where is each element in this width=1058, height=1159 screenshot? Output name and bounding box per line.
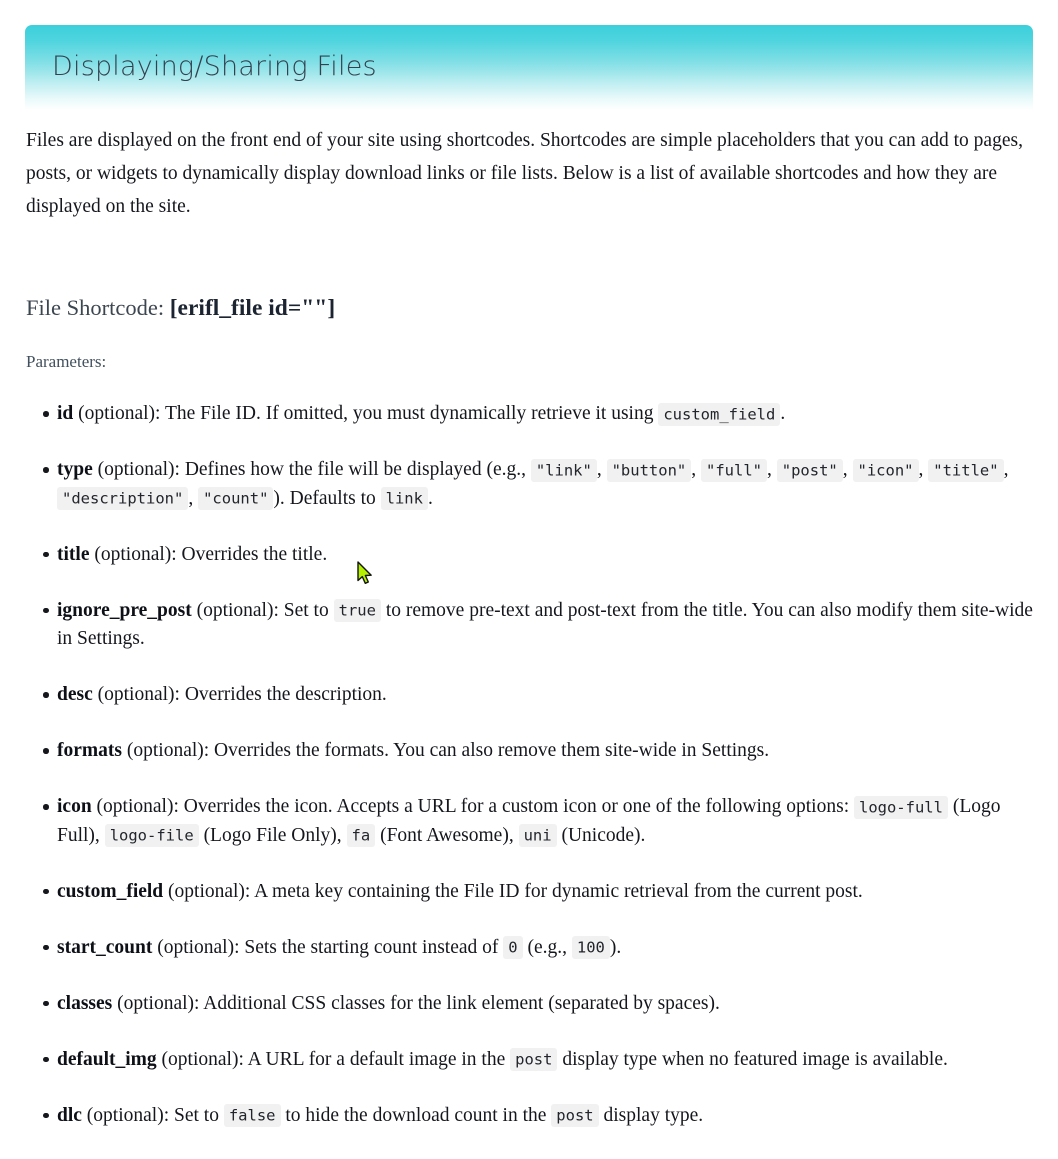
- file-shortcode-heading: [26, 295, 335, 322]
- parameter-text: ,: [767, 459, 777, 480]
- inline-code: false: [224, 1104, 281, 1127]
- parameter-text: (optional): A URL for a default image in the: [156, 1048, 511, 1070]
- parameter-item: [26, 541, 1036, 570]
- parameter-item: [26, 456, 1036, 513]
- parameter-name: title: [57, 543, 90, 565]
- parameter-text: (optional): Sets the starting count instead of: [152, 936, 504, 958]
- inline-code: 100: [572, 936, 610, 959]
- parameter-name: dlc: [57, 1104, 82, 1126]
- parameter-item: [26, 597, 1036, 654]
- parameter-item: [26, 793, 1036, 850]
- parameter-name: ignore_pre_post: [57, 599, 192, 621]
- parameter-text: display type.: [598, 1104, 704, 1126]
- parameter-name: id: [57, 403, 74, 424]
- parameter-item: [26, 400, 1036, 429]
- inline-code: custom_field: [658, 403, 780, 426]
- inline-code: true: [334, 599, 381, 622]
- inline-code: "full": [701, 459, 767, 482]
- parameter-text: to hide the download count in the: [280, 1104, 552, 1126]
- parameter-text: (Font Awesome),: [375, 824, 519, 846]
- parameter-text: ,: [691, 459, 701, 480]
- parameter-text: ,: [188, 487, 199, 509]
- parameter-text: (optional): Set to: [81, 1104, 224, 1126]
- parameter-text: ,: [596, 459, 607, 480]
- parameter-text: display type when no featured image is available.: [557, 1048, 948, 1070]
- inline-code: "link": [531, 459, 597, 482]
- inline-code: logo-file: [105, 824, 199, 847]
- inline-code: fa: [347, 824, 376, 847]
- parameter-text: (Unicode).: [556, 824, 646, 846]
- parameter-item: [26, 934, 1036, 963]
- parameter-name: custom_field: [57, 880, 164, 902]
- parameter-text: (optional): The File ID. If omitted, you must dynamically retrieve it using: [73, 403, 659, 424]
- parameter-item: [26, 990, 1036, 1019]
- parameters-label: Parameters:: [26, 352, 107, 371]
- parameter-text: ,: [918, 459, 929, 480]
- inline-code: "description": [57, 487, 188, 510]
- parameter-text: ,: [842, 459, 853, 480]
- parameter-item: [26, 878, 1036, 907]
- parameter-item: [26, 681, 1036, 710]
- heading-prefix-label: File Shortcode:: [26, 295, 170, 320]
- intro-paragraph: Files are displayed on the front end of your site using shortcodes. Shortcodes are simple placeholders that you can add to pages, posts, or widgets to dynamically display download links or file lists. Below is a list of available shortcodes and how they are displayed on the site.: [26, 130, 1023, 217]
- parameter-text: ).: [609, 936, 622, 958]
- parameter-name: default_img: [57, 1048, 157, 1070]
- parameter-text: (Logo Full),: [57, 796, 1001, 846]
- parameter-name: classes: [57, 992, 113, 1014]
- inline-code: "title": [928, 459, 1003, 482]
- parameter-text: (optional): Overrides the description.: [92, 684, 387, 705]
- inline-code: "count": [198, 487, 273, 510]
- parameter-text: (optional): Overrides the formats. You can also remove them site-wide in Settings.: [121, 740, 770, 761]
- inline-code: post: [510, 1048, 557, 1071]
- parameter-name: desc: [57, 684, 93, 705]
- inline-code: uni: [519, 824, 557, 847]
- shortcode-literal: [erifl_file id=""]: [169, 295, 336, 321]
- content-area: [26, 124, 1036, 223]
- parameter-item: [26, 1102, 1036, 1131]
- parameter-text: (optional): Defines how the file will be displayed (e.g.,: [92, 459, 531, 480]
- parameter-item: [26, 737, 1036, 766]
- page-header-banner: [25, 25, 1033, 110]
- parameter-name: icon: [57, 796, 92, 817]
- parameter-name: type: [57, 459, 93, 480]
- parameter-text: to remove pre-text and post-text from the title. You can also modify them site-wide in Settings.: [57, 599, 1033, 649]
- parameter-item: [26, 1046, 1036, 1075]
- parameter-text: (e.g.,: [522, 936, 572, 958]
- parameter-text: (optional): A meta key containing the File ID for dynamic retrieval from the current post.: [163, 880, 863, 902]
- parameter-text: (optional): Set to: [191, 599, 334, 621]
- inline-code: "button": [607, 459, 692, 482]
- parameter-text: (Logo File Only),: [198, 824, 347, 846]
- parameter-name: formats: [57, 740, 122, 761]
- parameter-text: (optional): Overrides the title.: [89, 543, 328, 565]
- inline-code: post: [551, 1104, 598, 1127]
- parameter-text: ). Defaults to: [273, 487, 381, 509]
- parameter-text: (optional): Overrides the icon. Accepts a URL for a custom icon or one of the following options:: [91, 796, 854, 817]
- parameter-text: (optional): Additional CSS classes for the link element (separated by spaces).: [112, 992, 720, 1014]
- parameter-name: start_count: [57, 936, 153, 958]
- inline-code: 0: [503, 936, 522, 959]
- parameters-list: [26, 400, 1036, 1158]
- page-title: Displaying/Sharing Files: [52, 51, 377, 82]
- parameter-text: .: [780, 403, 786, 424]
- inline-code: "post": [777, 459, 843, 482]
- parameter-text: .: [427, 487, 433, 509]
- inline-code: logo-full: [854, 796, 948, 819]
- inline-code: "icon": [853, 459, 919, 482]
- parameter-text: ,: [1003, 459, 1009, 480]
- inline-code: link: [381, 487, 428, 510]
